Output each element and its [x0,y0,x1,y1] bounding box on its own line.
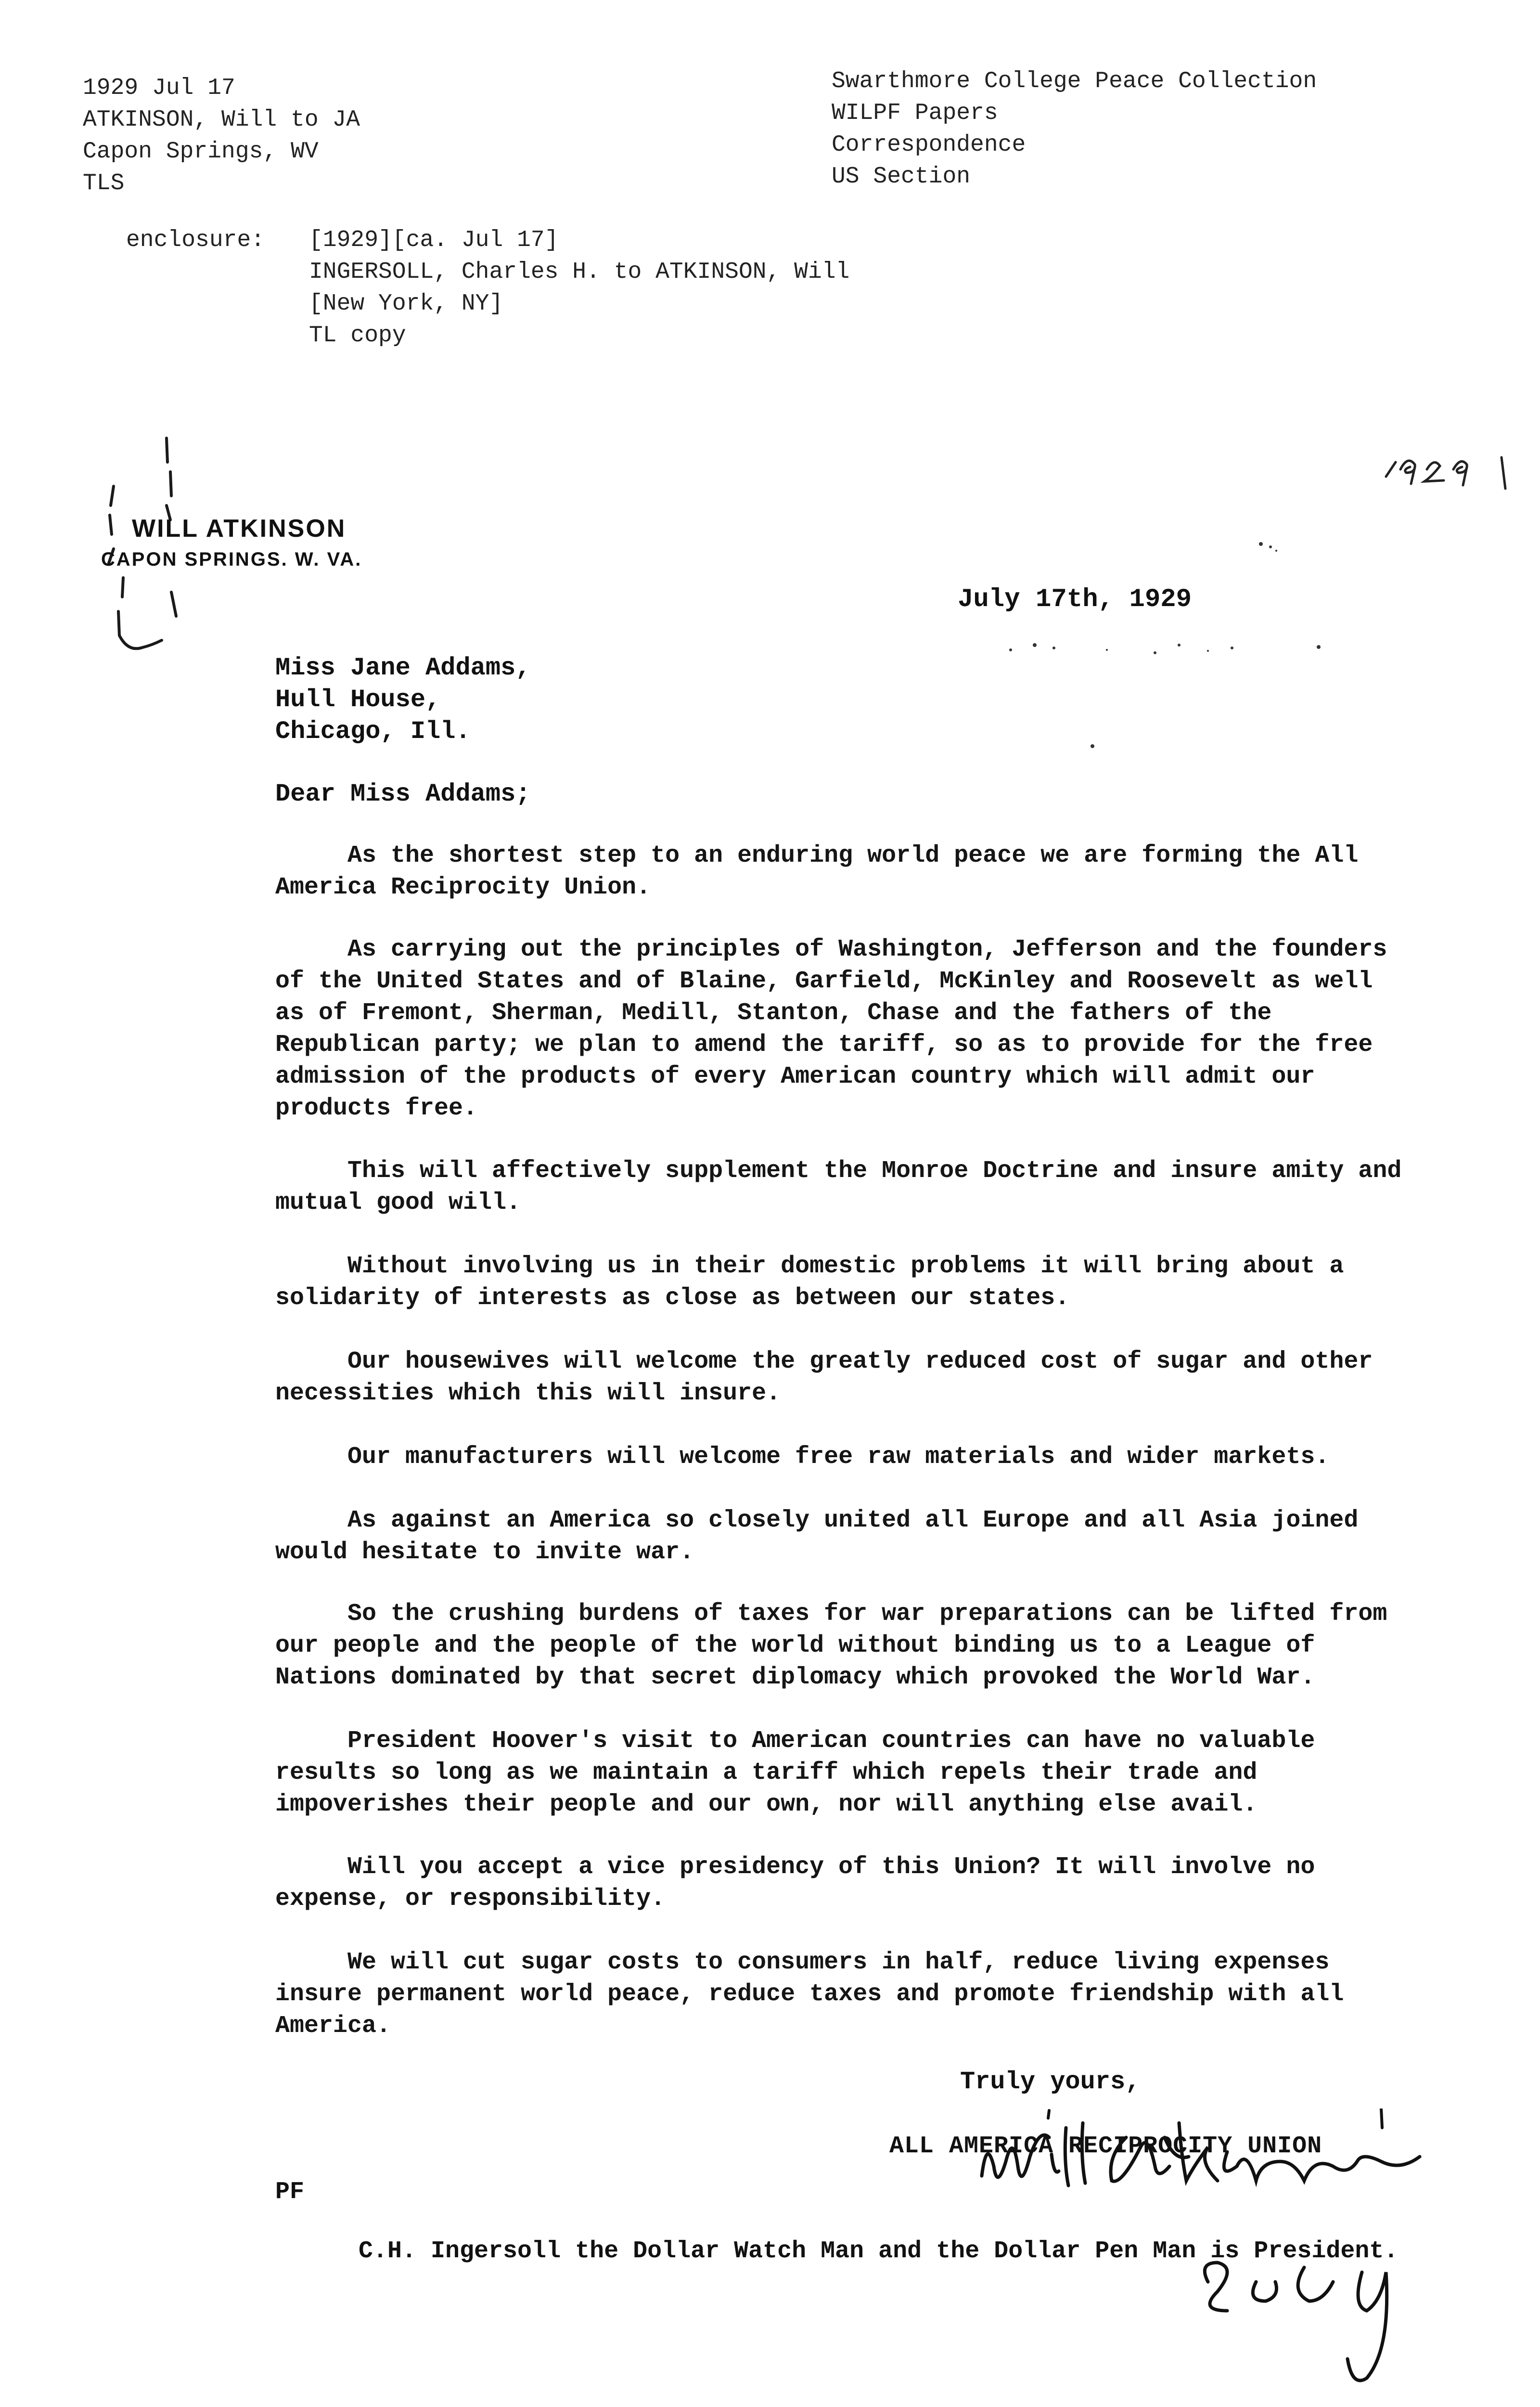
collection-name: Swarthmore College Peace Collection [832,68,1317,94]
paragraph-9: President Hoover's visit to American countries can have no valuable results so long as we maintain a tariff which repels their trade and impoverishes their people and our own, nor will anything else avail. [275,1727,1315,1818]
catalog-left [83,72,360,199]
letterhead-name: WILL ATKINSON [132,515,346,543]
paragraph-7: As against an America so closely united all Europe and all Asia joined would hesitate to invite war. [275,1507,1359,1566]
union-name: ALL AMERICA RECIPROCITY UNION [889,2133,1322,2160]
catalog-place: Capon Springs, WV [83,139,319,165]
handwritten-signature [967,2109,1468,2407]
letterhead [101,514,362,570]
recipient-institution: Hull House, [275,686,441,714]
paragraph-3: This will affectively supplement the Monroe Doctrine and insure amity and mutual good will. [275,1157,1402,1216]
paper-specks [982,530,1376,770]
recipient-name: Miss Jane Addams, [275,654,531,682]
closing: Truly yours, [960,2068,1141,2096]
letter-date: July 17th, 1929 [958,585,1192,614]
enclosure-place: [New York, NY] [309,291,503,317]
enclosure-date: [1929][ca. Jul 17] [309,227,559,253]
typist-initials: PF [275,2178,305,2206]
recipient-address [275,652,531,748]
paragraph-8: So the crushing burdens of taxes for war preparations can be lifted from our people and the people of the world without binding us to a League of Nations dominated by that secret diplomacy which provoked the World War. [275,1600,1387,1691]
letterhead-place: CAPON SPRINGS. W. VA. [101,549,362,570]
paragraph-5: Our housewives will welcome the greatly reduced cost of sugar and other necessities which this will insure. [275,1348,1373,1407]
enclosure-type: TL copy [309,323,406,349]
enclosure-correspondents: INGERSOLL, Charles H. to ATKINSON, Will [309,259,850,285]
paragraph-2: As carrying out the principles of Washington, Jefferson and the founders of the United States and of Blaine, Garfield, McKinley and Roosevelt as well as of Fremont, Sherman, Medill, Stanton, Chase and the fathers of the Republican party; we plan to amend the tariff, so as to provide for the free admission of the products of every American country which will admit our products free. [275,936,1387,1122]
paragraph-10: Will you accept a vice presidency of this Union? It will involve no expense, or responsibility. [275,1853,1315,1913]
paragraph-4: Without involving us in their domestic problems it will bring about a solidarity of interests as close as between our states. [275,1253,1344,1312]
section-name: US Section [832,164,971,190]
salutation: Dear Miss Addams; [275,780,531,808]
paragraph-1: As the shortest step to an enduring world peace we are forming the All America Reciprocity Union. [275,842,1359,901]
series-name: Correspondence [832,132,1026,158]
enclosure-label: enclosure: [126,227,265,253]
catalog-type: TLS [83,170,125,196]
paragraph-6: Our manufacturers will welcome free raw materials and wider markets. [347,1443,1330,1471]
recipient-city: Chicago, Ill. [275,717,471,746]
footer-note: C.H. Ingersoll the Dollar Watch Man and the Dollar Pen Man is President. [359,2238,1399,2265]
catalog-right [832,65,1317,193]
handwritten-year-note [1381,443,1526,491]
papers-name: WILPF Papers [832,100,998,126]
catalog-date: 1929 Jul 17 [83,75,235,101]
paragraph-11: We will cut sugar costs to consumers in half, reduce living expenses insure permanent world peace, reduce taxes and promote friendship with all America. [275,1949,1344,2040]
catalog-correspondents: ATKINSON, Will to JA [83,107,360,133]
